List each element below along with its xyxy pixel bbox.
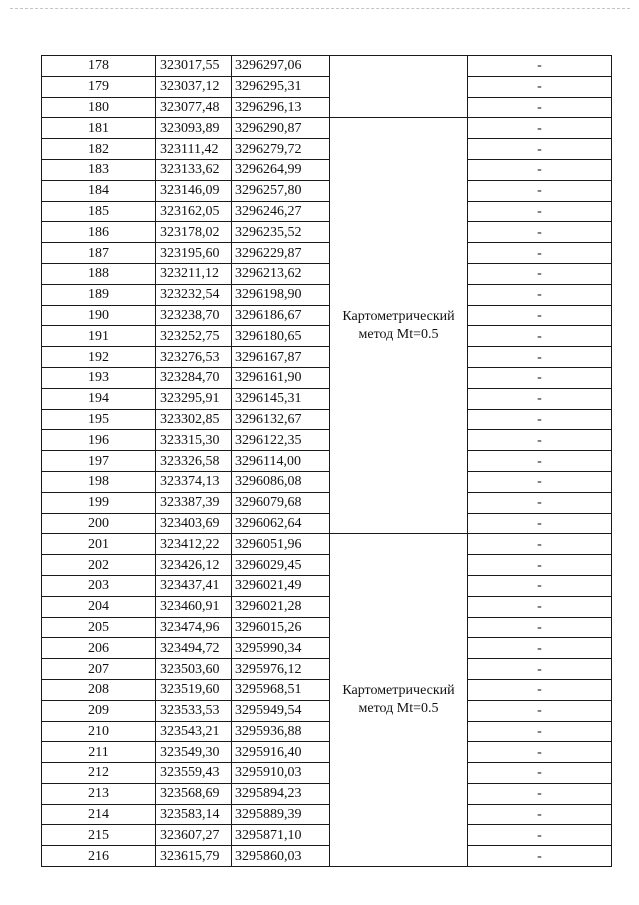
point-number-cell: 197 (42, 451, 156, 472)
y-coordinate-cell: 3296264,99 (232, 159, 330, 180)
table-row (42, 783, 612, 804)
x-coordinate-cell: 323543,21 (156, 721, 232, 742)
point-number-cell: 200 (42, 513, 156, 534)
point-number-cell: 211 (42, 742, 156, 763)
coordinates-table (41, 55, 612, 867)
y-coordinate-cell: 3295860,03 (232, 846, 330, 867)
accuracy-dash-cell: - (468, 742, 612, 763)
point-number-cell: 188 (42, 263, 156, 284)
accuracy-dash-cell: - (468, 471, 612, 492)
table-row (42, 326, 612, 347)
method-cell: Картометрический метод Mt=0.5 (330, 534, 468, 867)
point-number-cell: 185 (42, 201, 156, 222)
point-number-cell: 210 (42, 721, 156, 742)
y-coordinate-cell: 3295968,51 (232, 679, 330, 700)
table-row (42, 846, 612, 867)
x-coordinate-cell: 323037,12 (156, 76, 232, 97)
x-coordinate-cell: 323133,62 (156, 159, 232, 180)
x-coordinate-cell: 323503,60 (156, 659, 232, 680)
accuracy-dash-cell: - (468, 76, 612, 97)
y-coordinate-cell: 3296015,26 (232, 617, 330, 638)
point-number-cell: 189 (42, 284, 156, 305)
x-coordinate-cell: 323252,75 (156, 326, 232, 347)
y-coordinate-cell: 3296086,08 (232, 471, 330, 492)
accuracy-dash-cell: - (468, 347, 612, 368)
x-coordinate-cell: 323077,48 (156, 97, 232, 118)
x-coordinate-cell: 323519,60 (156, 679, 232, 700)
x-coordinate-cell: 323315,30 (156, 430, 232, 451)
y-coordinate-cell: 3296198,90 (232, 284, 330, 305)
table-row (42, 139, 612, 160)
table-row (42, 159, 612, 180)
point-number-cell: 202 (42, 555, 156, 576)
x-coordinate-cell: 323302,85 (156, 409, 232, 430)
accuracy-dash-cell: - (468, 513, 612, 534)
point-number-cell: 206 (42, 638, 156, 659)
table-row (42, 367, 612, 388)
x-coordinate-cell: 323326,58 (156, 451, 232, 472)
accuracy-dash-cell: - (468, 409, 612, 430)
accuracy-dash-cell: - (468, 575, 612, 596)
y-coordinate-cell: 3296167,87 (232, 347, 330, 368)
accuracy-dash-cell: - (468, 534, 612, 555)
y-coordinate-cell: 3295916,40 (232, 742, 330, 763)
point-number-cell: 192 (42, 347, 156, 368)
accuracy-dash-cell: - (468, 180, 612, 201)
table-row (42, 305, 612, 326)
scan-header-line (10, 8, 630, 9)
y-coordinate-cell: 3296279,72 (232, 139, 330, 160)
y-coordinate-cell: 3296297,06 (232, 56, 330, 77)
table-row (42, 347, 612, 368)
table-row (42, 659, 612, 680)
table-row (42, 534, 612, 555)
table-row (42, 742, 612, 763)
y-coordinate-cell: 3295990,34 (232, 638, 330, 659)
x-coordinate-cell: 323607,27 (156, 825, 232, 846)
point-number-cell: 190 (42, 305, 156, 326)
accuracy-dash-cell: - (468, 659, 612, 680)
point-number-cell: 195 (42, 409, 156, 430)
y-coordinate-cell: 3296186,67 (232, 305, 330, 326)
x-coordinate-cell: 323549,30 (156, 742, 232, 763)
accuracy-dash-cell: - (468, 638, 612, 659)
y-coordinate-cell: 3295936,88 (232, 721, 330, 742)
y-coordinate-cell: 3296079,68 (232, 492, 330, 513)
point-number-cell: 196 (42, 430, 156, 451)
point-number-cell: 214 (42, 804, 156, 825)
table-row (42, 596, 612, 617)
point-number-cell: 201 (42, 534, 156, 555)
y-coordinate-cell: 3296296,13 (232, 97, 330, 118)
x-coordinate-cell: 323111,42 (156, 139, 232, 160)
table-row (42, 825, 612, 846)
point-number-cell: 207 (42, 659, 156, 680)
y-coordinate-cell: 3296213,62 (232, 263, 330, 284)
accuracy-dash-cell: - (468, 263, 612, 284)
point-number-cell: 183 (42, 159, 156, 180)
table-row (42, 721, 612, 742)
y-coordinate-cell: 3296062,64 (232, 513, 330, 534)
table-row (42, 430, 612, 451)
x-coordinate-cell: 323403,69 (156, 513, 232, 534)
table-row (42, 201, 612, 222)
x-coordinate-cell: 323238,70 (156, 305, 232, 326)
point-number-cell: 182 (42, 139, 156, 160)
accuracy-dash-cell: - (468, 783, 612, 804)
point-number-cell: 181 (42, 118, 156, 139)
y-coordinate-cell: 3296246,27 (232, 201, 330, 222)
y-coordinate-cell: 3295894,23 (232, 783, 330, 804)
y-coordinate-cell: 3295910,03 (232, 763, 330, 784)
accuracy-dash-cell: - (468, 326, 612, 347)
x-coordinate-cell: 323195,60 (156, 243, 232, 264)
table-row (42, 56, 612, 77)
point-number-cell: 212 (42, 763, 156, 784)
accuracy-dash-cell: - (468, 305, 612, 326)
x-coordinate-cell: 323533,53 (156, 700, 232, 721)
accuracy-dash-cell: - (468, 118, 612, 139)
table-row (42, 638, 612, 659)
y-coordinate-cell: 3296290,87 (232, 118, 330, 139)
accuracy-dash-cell: - (468, 430, 612, 451)
point-number-cell: 208 (42, 679, 156, 700)
table-row (42, 284, 612, 305)
accuracy-dash-cell: - (468, 804, 612, 825)
x-coordinate-cell: 323615,79 (156, 846, 232, 867)
table-row (42, 555, 612, 576)
table-row (42, 451, 612, 472)
table-row (42, 575, 612, 596)
accuracy-dash-cell: - (468, 388, 612, 409)
table-row (42, 679, 612, 700)
accuracy-dash-cell: - (468, 222, 612, 243)
x-coordinate-cell: 323437,41 (156, 575, 232, 596)
x-coordinate-cell: 323583,14 (156, 804, 232, 825)
point-number-cell: 184 (42, 180, 156, 201)
table-row (42, 263, 612, 284)
y-coordinate-cell: 3296051,96 (232, 534, 330, 555)
accuracy-dash-cell: - (468, 825, 612, 846)
table-row (42, 388, 612, 409)
y-coordinate-cell: 3296114,00 (232, 451, 330, 472)
y-coordinate-cell: 3295871,10 (232, 825, 330, 846)
y-coordinate-cell: 3295976,12 (232, 659, 330, 680)
x-coordinate-cell: 323295,91 (156, 388, 232, 409)
x-coordinate-cell: 323568,69 (156, 783, 232, 804)
y-coordinate-cell: 3296229,87 (232, 243, 330, 264)
point-number-cell: 193 (42, 367, 156, 388)
x-coordinate-cell: 323017,55 (156, 56, 232, 77)
point-number-cell: 178 (42, 56, 156, 77)
y-coordinate-cell: 3296021,28 (232, 596, 330, 617)
method-cell (330, 56, 468, 118)
point-number-cell: 186 (42, 222, 156, 243)
accuracy-dash-cell: - (468, 56, 612, 77)
x-coordinate-cell: 323232,54 (156, 284, 232, 305)
y-coordinate-cell: 3296235,52 (232, 222, 330, 243)
accuracy-dash-cell: - (468, 159, 612, 180)
point-number-cell: 179 (42, 76, 156, 97)
point-number-cell: 187 (42, 243, 156, 264)
x-coordinate-cell: 323162,05 (156, 201, 232, 222)
x-coordinate-cell: 323178,02 (156, 222, 232, 243)
y-coordinate-cell: 3296180,65 (232, 326, 330, 347)
table-row (42, 804, 612, 825)
table-row (42, 180, 612, 201)
coordinates-table-body (42, 56, 612, 867)
x-coordinate-cell: 323211,12 (156, 263, 232, 284)
y-coordinate-cell: 3296145,31 (232, 388, 330, 409)
point-number-cell: 199 (42, 492, 156, 513)
x-coordinate-cell: 323474,96 (156, 617, 232, 638)
accuracy-dash-cell: - (468, 700, 612, 721)
point-number-cell: 191 (42, 326, 156, 347)
point-number-cell: 213 (42, 783, 156, 804)
x-coordinate-cell: 323284,70 (156, 367, 232, 388)
y-coordinate-cell: 3295889,39 (232, 804, 330, 825)
table-row (42, 700, 612, 721)
point-number-cell: 215 (42, 825, 156, 846)
y-coordinate-cell: 3296132,67 (232, 409, 330, 430)
accuracy-dash-cell: - (468, 243, 612, 264)
table-row (42, 76, 612, 97)
x-coordinate-cell: 323276,53 (156, 347, 232, 368)
table-row (42, 97, 612, 118)
point-number-cell: 194 (42, 388, 156, 409)
point-number-cell: 209 (42, 700, 156, 721)
table-row (42, 118, 612, 139)
y-coordinate-cell: 3295949,54 (232, 700, 330, 721)
table-row (42, 763, 612, 784)
method-cell: Картометрический метод Mt=0.5 (330, 118, 468, 534)
accuracy-dash-cell: - (468, 451, 612, 472)
x-coordinate-cell: 323426,12 (156, 555, 232, 576)
x-coordinate-cell: 323146,09 (156, 180, 232, 201)
point-number-cell: 216 (42, 846, 156, 867)
y-coordinate-cell: 3296122,35 (232, 430, 330, 451)
accuracy-dash-cell: - (468, 596, 612, 617)
accuracy-dash-cell: - (468, 284, 612, 305)
x-coordinate-cell: 323494,72 (156, 638, 232, 659)
accuracy-dash-cell: - (468, 367, 612, 388)
accuracy-dash-cell: - (468, 721, 612, 742)
y-coordinate-cell: 3296021,49 (232, 575, 330, 596)
table-row (42, 513, 612, 534)
accuracy-dash-cell: - (468, 679, 612, 700)
x-coordinate-cell: 323412,22 (156, 534, 232, 555)
accuracy-dash-cell: - (468, 846, 612, 867)
accuracy-dash-cell: - (468, 555, 612, 576)
accuracy-dash-cell: - (468, 617, 612, 638)
y-coordinate-cell: 3296295,31 (232, 76, 330, 97)
x-coordinate-cell: 323374,13 (156, 471, 232, 492)
accuracy-dash-cell: - (468, 763, 612, 784)
point-number-cell: 205 (42, 617, 156, 638)
table-row (42, 471, 612, 492)
point-number-cell: 198 (42, 471, 156, 492)
accuracy-dash-cell: - (468, 139, 612, 160)
table-row (42, 409, 612, 430)
accuracy-dash-cell: - (468, 97, 612, 118)
point-number-cell: 203 (42, 575, 156, 596)
table-row (42, 617, 612, 638)
x-coordinate-cell: 323387,39 (156, 492, 232, 513)
point-number-cell: 204 (42, 596, 156, 617)
y-coordinate-cell: 3296161,90 (232, 367, 330, 388)
x-coordinate-cell: 323093,89 (156, 118, 232, 139)
accuracy-dash-cell: - (468, 201, 612, 222)
table-row (42, 243, 612, 264)
accuracy-dash-cell: - (468, 492, 612, 513)
x-coordinate-cell: 323460,91 (156, 596, 232, 617)
y-coordinate-cell: 3296029,45 (232, 555, 330, 576)
y-coordinate-cell: 3296257,80 (232, 180, 330, 201)
x-coordinate-cell: 323559,43 (156, 763, 232, 784)
table-row (42, 492, 612, 513)
point-number-cell: 180 (42, 97, 156, 118)
table-row (42, 222, 612, 243)
